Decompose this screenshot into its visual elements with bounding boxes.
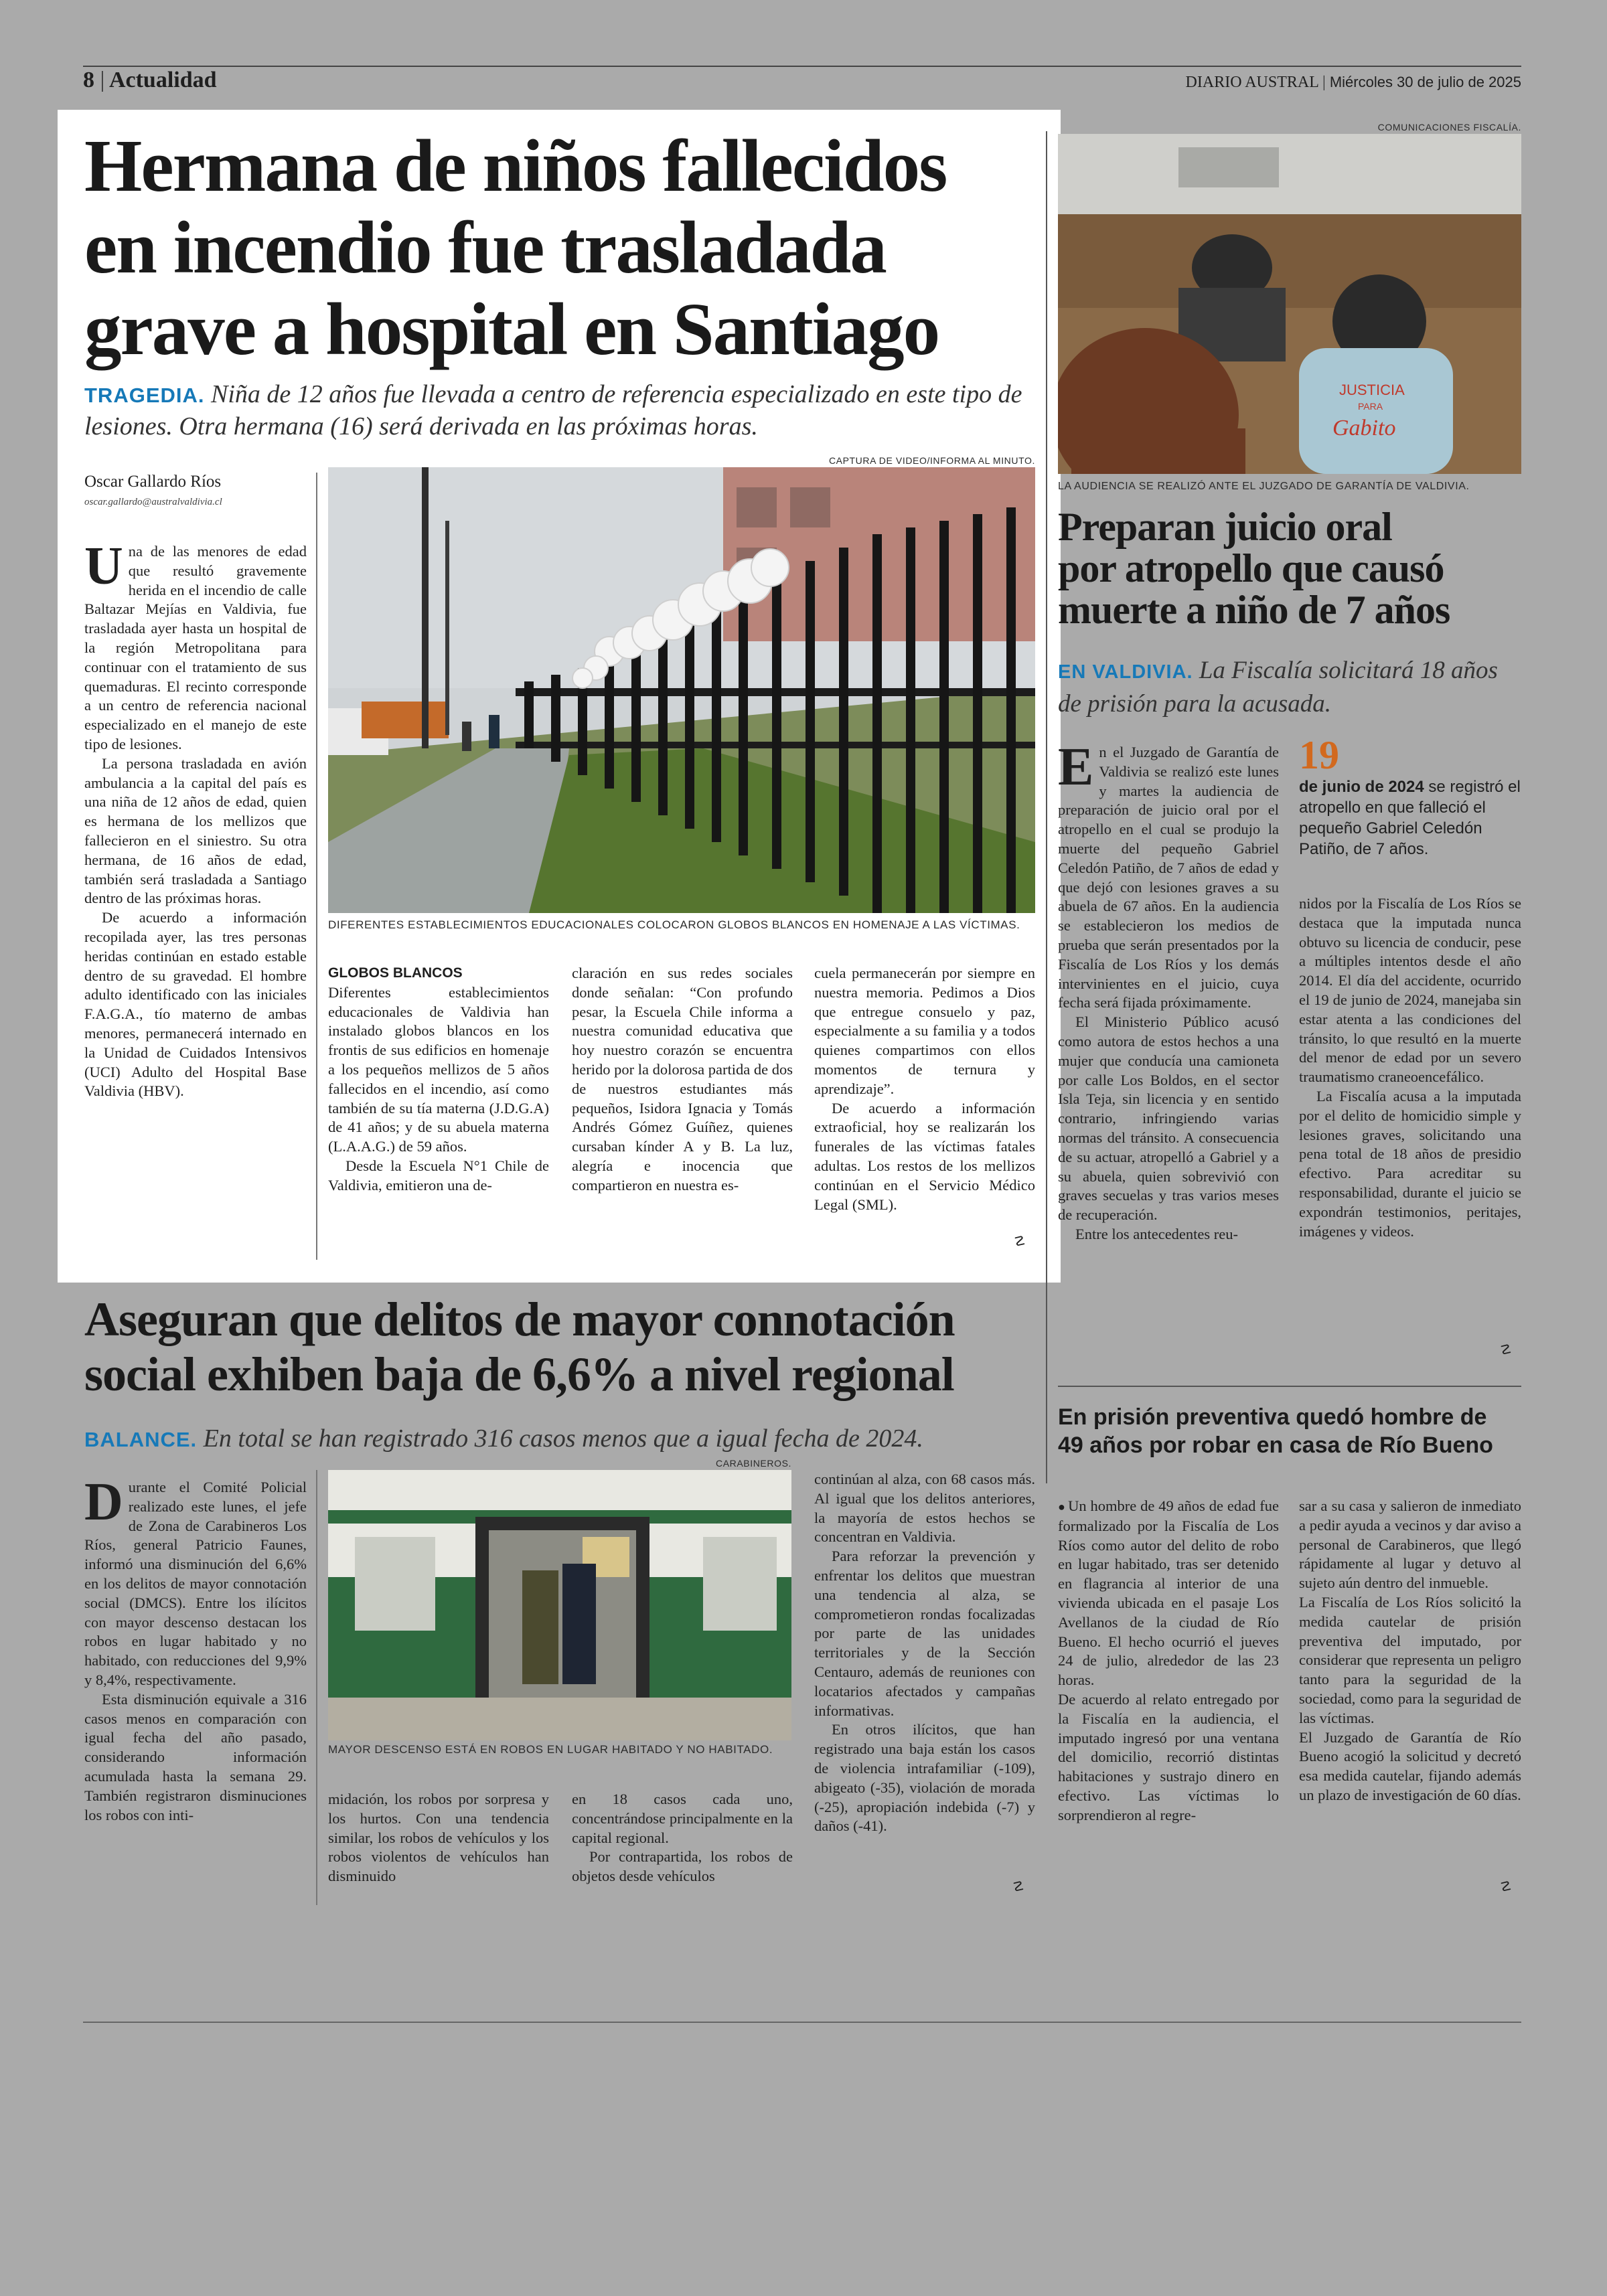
brief-col-2-para: La Fiscalía de Los Ríos solicitó la medida cautelar de prisión preventiva del imputado, por considerar que representa un peligro tanto para la seguridad de la sociedad, como para la seguridad de las víctimas. — [1299, 1593, 1521, 1726]
right-deck-text: La Fiscalía solicitará 18 años de prisión para la acusada. — [1058, 657, 1498, 718]
right-drop-cap: E — [1058, 738, 1094, 797]
main-col-3-para: claración en sus redes sociales donde señalan: “Con profundo pesar, la Escuela Chile informa a nuestra comunidad educativa que hoy nuestro corazón se encuentra herido por la dolorosa partida de dos de nuestros estudiantes más pequeños, Isidora Ignacia y Tomás Andrés Gómez Guíñez, quienes cursaban kínder A y B. La luz, alegría e inocencia que compartieron en nuestra es- — [572, 965, 793, 1194]
main-col-1-para: La persona trasladada en avión ambulancia a la capital del país es una niña de 12 años de edad, quien es hermana de los mellizos que fallecieron en el siniestro. Su otra hermana, de 16 años de edad, también será trasladada a Santiago dentro de las próximas horas. — [84, 754, 307, 907]
folio-rule-top — [83, 66, 1521, 67]
main-headline-line: Hermana de niños fallecidos — [84, 125, 947, 208]
right-col-1 — [1058, 738, 1279, 1244]
second-column-rule — [316, 1470, 317, 1905]
second-deck — [84, 1423, 1049, 1455]
main-col-1-para: De acuerdo a información recopilada ayer, las tres personas heridas continúan en estado estable dentro de su gravedad. El hombre adulto identificado con las iniciales F.A.G.A., tío materno de ambas menores, permanecerá internado en la Unidad de Cuidados Intensivos (UCI) Adulto del Hospital Base Valdivia (HBV). — [84, 909, 307, 1100]
brief-end-mark: ☡ — [1500, 1878, 1512, 1894]
brief-headline-line: 49 años por robar en casa de Río Bueno — [1058, 1432, 1493, 1458]
right-col-2 — [1299, 894, 1521, 1241]
balloons-fence-photo-svg — [328, 467, 1035, 913]
second-kicker: BALANCE. — [84, 1428, 198, 1451]
right-col-1-para: Entre los antecedentes reu- — [1075, 1225, 1239, 1242]
main-headline — [84, 126, 1035, 371]
right-col-2-para: nidos por la Fiscalía de Los Ríos se destaca que la imputada nunca obtuvo su licencia de conducir, pese a múltiples intentos desde el año 2014. El día del accidente, ocurrido el 19 de junio de 2024, manejaba sin estar atenta a las condiciones del tránsito, lo que resultó en la muerte del menor de edad por un severo traumatismo craneoencefálico. — [1299, 895, 1521, 1086]
second-deck-text: En total se han registrado 316 casos menos que a igual fecha de 2024. — [203, 1424, 923, 1453]
right-col-2-para: La Fiscalía acusa a la imputada por el delito de homicidio simple y lesiones graves, solicitando una pena total de 18 años de presidio efectivo. Para acreditar su responsabilidad, durante el juicio se expondrán testimonios, peritajes, imágenes y videos. — [1299, 1087, 1521, 1240]
right-kicker: EN VALDIVIA. — [1058, 661, 1193, 683]
right-col-1-para: n el Juzgado de Garantía de Valdivia se realizó este lunes y martes la audiencia de preparación de juicio oral por el atropello en el cual se produjo la muerte del pequeño Gabriel Celedón Patiño, de 7 años de edad y que dejó con lesiones graves a su abuela de 67 años. En la audiencia se establecieron los medios de prueba que serán presentados por la Fiscalía de Los Ríos y los demás intervinientes en el juicio, cuya fecha será fijada próximamente. — [1058, 744, 1279, 1011]
main-photo-credit: CAPTURA DE VIDEO/INFORMA AL MINUTO. — [828, 455, 1035, 466]
main-headline-line: en incendio fue trasladada — [84, 207, 886, 289]
hoodie-text-1: JUSTICIA — [1339, 382, 1405, 398]
brief-col-2-para: sar a su casa y salieron de inmediato a pedir ayuda a vecinos y dar aviso a personal de Carabineros, que llegó rápidamente al lugar y detuvo al sujeto aún dentro del inmueble. — [1299, 1497, 1521, 1592]
bullet-icon: ● — [1058, 1500, 1066, 1513]
main-deck-text: Niña de 12 años fue llevada a centro de referencia especializado en este tipo de lesiones. Otra hermana (16) será derivada en las próximas horas. — [84, 380, 1022, 440]
main-column-rule — [316, 473, 317, 1260]
brief-col-2-para: El Juzgado de Garantía de Río Bueno acogió la solicitud y decretó esa medida cautelar, fijando además un plazo de investigación de 60 días. — [1299, 1728, 1521, 1803]
second-col-3 — [572, 1790, 793, 1886]
main-photo-caption: DIFERENTES ESTABLECIMIENTOS EDUCACIONALES COLOCARON GLOBOS BLANCOS EN HOMENAJE A LAS VÍCTIMAS. — [328, 918, 1020, 931]
second-col-4-para: Para reforzar la prevención y enfrentar los delitos que muestran una tendencia al alza, se comprometieron rondas focalizadas por parte de las unidades territoriales y de la Sección Centauro, además de reuniones con locatarios afectados y campañas informativas. — [814, 1548, 1035, 1719]
factoid — [1299, 734, 1521, 859]
folio-left: 8 | Actualidad — [83, 68, 217, 92]
second-col-2 — [328, 1790, 549, 1886]
brief-headline — [1058, 1403, 1521, 1459]
second-headline-line: social exhiben baja de 6,6% a nivel regional — [84, 1347, 954, 1401]
right-end-mark: ☡ — [1500, 1341, 1512, 1358]
main-drop-cap: U — [84, 537, 123, 596]
main-headline-line: grave a hospital en Santiago — [84, 289, 939, 371]
main-col-2-para: Diferentes establecimientos educacionales de Valdivia han instalado globos blancos en los frontis de sus edificios en homenaje a los pequeños mellizos de 5 años fallecidos en el incendio, así como también de su tía materna (J.D.G.A) de 41 años; y de su abuela materna (L.A.A.G.) de 59 años. — [328, 983, 549, 1155]
second-col-3-para: Por contrapartida, los robos de objetos desde vehículos — [572, 1848, 793, 1885]
main-col-4-para: De acuerdo a información extraoficial, hoy se realizarán los funerales de las víctimas fatales adultas. Los restos de los mellizos continúan en el Servicio Médico Legal (SML). — [814, 1099, 1035, 1213]
second-photo — [328, 1470, 791, 1740]
hoodie-text-2: PARA — [1358, 401, 1383, 412]
brief-headline-line: En prisión preventiva quedó hombre de — [1058, 1404, 1487, 1430]
main-photo — [328, 467, 1035, 913]
brief-col-1-para: Un hombre de 49 años de edad fue formalizado por la Fiscalía de Los Ríos como autor del delito de robo en lugar habitado, tras ser detenido en flagrancia al interior de una vivienda ubicada en el pasaje Los Avellanos de la ciudad de Río Bueno. El hecho ocurrió el jueves 24 de julio, alrededor de las 23 horas. — [1058, 1497, 1279, 1689]
right-headline-line: por atropello que causó — [1058, 546, 1444, 590]
second-col-3-para: en 18 casos cada uno, concentrándose principalmente en la capital regional. — [572, 1791, 793, 1846]
author-name: Oscar Gallardo Ríos — [84, 473, 222, 491]
main-col-2 — [328, 964, 549, 1196]
second-col-4-para: En otros ilícitos, que han registrado una baja están los casos de violencia intrafamiliar (-109), abigeato (-35), violación de morada (-25), apropiación indebida (-7) y daños (-41). — [814, 1721, 1035, 1835]
brief-col-1 — [1058, 1497, 1279, 1825]
issue-date: Miércoles 30 de julio de 2025 — [1329, 74, 1521, 90]
second-col-2-para: midación, los robos por sorpresa y los hurtos. Con una tendencia similar, los robos de vehículos y los robos violentos de vehículos han disminuido — [328, 1791, 549, 1885]
brief-separator — [1058, 1386, 1521, 1387]
right-photo-credit: COMUNICACIONES FISCALÍA. — [1377, 122, 1521, 133]
right-headline — [1058, 506, 1521, 631]
second-photo-credit: CARABINEROS. — [716, 1458, 791, 1469]
author-email: oscar.gallardo@australvaldivia.cl — [84, 497, 222, 507]
page-number: 8 — [83, 68, 94, 92]
main-kicker: TRAGEDIA. — [84, 384, 205, 407]
main-deck — [84, 379, 1035, 442]
byline — [84, 473, 305, 508]
second-drop-cap: D — [84, 1473, 123, 1532]
carabineros-station-photo-svg — [328, 1470, 791, 1740]
second-col-1-para: Esta disminución equivale a 316 casos menos en comparación con igual fecha del año pasado, considerando información acumulada hasta la semana 29. También registraron disminuciones los robos con inti- — [84, 1690, 307, 1823]
section-name: Actualidad — [108, 68, 217, 92]
main-col-4 — [814, 964, 1035, 1214]
second-headline-line: Aseguran que delitos de mayor connotación — [84, 1293, 955, 1346]
brief-col-2 — [1299, 1497, 1521, 1805]
brief-col-1-para: De acuerdo al relato entregado por la Fiscalía en la audiencia, el imputado ingresó por una ventana del domicilio, recorrió distintas habitaciones y sustrajo dinero en efectivo. Las víctimas lo sorprendieron al regre- — [1058, 1690, 1279, 1823]
right-deck — [1058, 655, 1521, 720]
main-col-4-para: cuela permanecerán por siempre en nuestra memoria. Pedimos a Dios que entregue consuelo y paz, especialmente a su familia y a todos quienes compartimos con ellos momentos de ternura y aprendizaje”. — [814, 965, 1035, 1097]
right-headline-line: muerte a niño de 7 años — [1058, 588, 1450, 632]
second-headline — [84, 1292, 1049, 1402]
main-end-mark: ☡ — [1014, 1233, 1026, 1249]
folio-right: DIARIO AUSTRAL | Miércoles 30 de julio de 2025 — [1185, 74, 1521, 91]
right-photo-caption: LA AUDIENCIA SE REALIZÓ ANTE EL JUZGADO DE GARANTÍA DE VALDIVIA. — [1058, 481, 1470, 492]
second-photo-caption: MAYOR DESCENSO ESTÁ EN ROBOS EN LUGAR HABITADO Y NO HABITADO. — [328, 1743, 773, 1756]
second-col-4-para: continúan al alza, con 68 casos más. Al igual que los delitos anteriores, la mayoría de estos hechos se concentran en Valdivia. — [814, 1471, 1035, 1546]
right-col-1-para: El Ministerio Público acusó como autora de estos hechos a una mujer que conducía una camioneta por calle Los Boldos, en el sector Isla Teja, sin licencia y en sentido contrario, infringiendo varias normas del tránsito. A consecuencia de su actuar, atropelló a Gabriel y a su abuela, quien sobrevivió con graves secuelas y tras varios meses de recuperación. — [1058, 1013, 1279, 1224]
hoodie-text-3: Gabito — [1332, 416, 1396, 440]
courtroom-photo-svg — [1058, 134, 1521, 474]
main-col-3 — [572, 964, 793, 1196]
second-end-mark: ☡ — [1012, 1878, 1024, 1894]
factoid-date: de junio de 2024 — [1299, 778, 1424, 796]
main-col-1-para: na de las menores de edad que resultó gravemente herida en el incendio de calle Baltazar Mejías en Valdivia, fue trasladada ayer hasta un hospital de la región Metropolitana para continuar con el tratamiento de sus quemaduras. El recinto corresponde a un centro de referencia nacional especializado en el manejo de este tipo de lesiones. — [84, 543, 307, 752]
page-bottom-rule — [83, 2022, 1521, 2023]
right-photo — [1058, 134, 1521, 474]
factoid-number: 19 — [1299, 733, 1339, 777]
globos-subhead: GLOBOS BLANCOS — [328, 965, 463, 981]
main-col-2-para: Desde la Escuela N°1 Chile de Valdivia, emitieron una de- — [328, 1157, 549, 1194]
second-col-1 — [84, 1473, 307, 1825]
newspaper-name: DIARIO AUSTRAL — [1185, 74, 1318, 91]
main-col-1 — [84, 537, 307, 1101]
second-col-1-para: urante el Comité Policial realizado este lunes, el jefe de Zona de Carabineros Los Ríos, general Patricio Faunes, informó una disminución del 6,6% en los delitos de mayor connotación social (DMCS). Entre los ilícitos con mayor descenso destacan los robos en lugar habitado y no habitado, con reducciones del 9,9% y 8,4%, respectivamente. — [84, 1479, 307, 1688]
second-col-4 — [814, 1470, 1035, 1836]
factoid-text: se registró el atropello en que falleció el pequeño Gabriel Celedón Patiño, de 7 años. — [1299, 778, 1521, 858]
page-vertical-divider — [1046, 131, 1047, 1483]
right-headline-line: Preparan juicio oral — [1058, 505, 1392, 549]
